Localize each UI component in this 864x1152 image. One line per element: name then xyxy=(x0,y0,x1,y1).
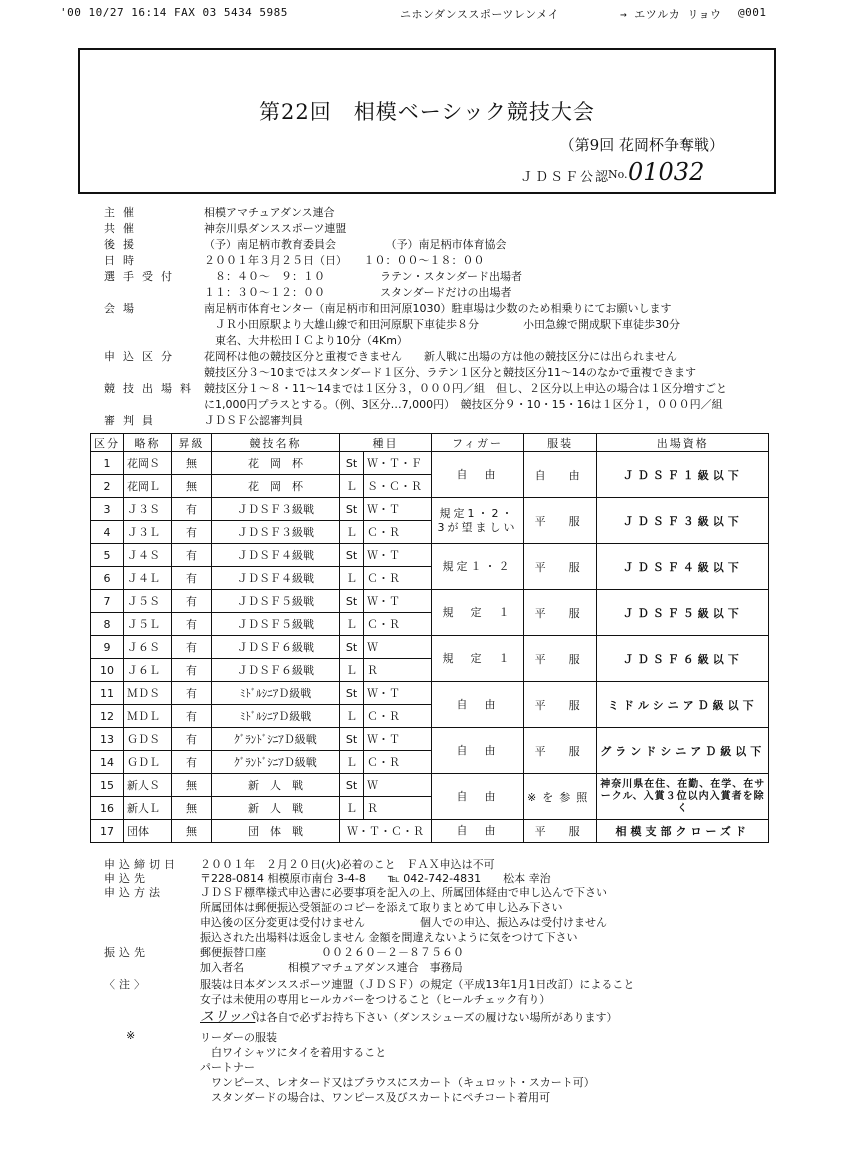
info-label: 日時 xyxy=(104,254,142,267)
row-abbr: Ｊ３Ｓ xyxy=(124,498,172,521)
row-dance-type: Ｌ xyxy=(340,475,364,498)
info-text: ８：４０～ ９：１０ ラテン・スタンダード出場者 xyxy=(204,270,523,283)
title-box xyxy=(78,48,776,194)
note-text: 加入者名 相模アマチュアダンス連合 事務局 xyxy=(200,961,463,974)
row-event-name: ＪＤＳＦ６級戦 xyxy=(212,659,340,682)
table-row xyxy=(91,728,769,751)
table-row xyxy=(91,820,769,843)
row-dances: Ｗ xyxy=(364,636,432,659)
header-figure: フィガー xyxy=(432,434,524,452)
info-label: 申込区分 xyxy=(104,350,180,363)
row-abbr: 新人Ｓ xyxy=(124,774,172,797)
fax-datetime: '00 10/27 16:14 FAX 03 5434 5985 xyxy=(60,6,288,19)
info-text: 花岡杯は他の競技区分と重複できません 新人戦に出場の方は他の競技区分には出られません xyxy=(204,350,677,363)
row-promotion: 有 xyxy=(172,751,212,774)
row-promotion: 有 xyxy=(172,636,212,659)
header-dress: 服装 xyxy=(524,434,597,452)
row-promotion: 有 xyxy=(172,498,212,521)
row-promotion: 無 xyxy=(172,452,212,475)
header-category: 区分 xyxy=(91,434,124,452)
row-promotion: 無 xyxy=(172,475,212,498)
row-qualification: ＪＤＳＦ３級以下 xyxy=(597,498,769,544)
row-abbr: Ｊ５Ｓ xyxy=(124,590,172,613)
approval-number: 01032 xyxy=(628,158,705,186)
row-figure: 自 由 xyxy=(432,820,524,843)
row-dress: 平 服 xyxy=(524,544,597,590)
row-dance-type: Ｌ xyxy=(340,613,364,636)
row-dance-type: Ｌ xyxy=(340,521,364,544)
row-dances: Ｗ・Ｔ xyxy=(364,498,432,521)
row-promotion: 無 xyxy=(172,774,212,797)
info-label: 審判員 xyxy=(104,414,161,427)
info-label: 後援 xyxy=(104,238,142,251)
table-row xyxy=(91,682,769,705)
row-number: 4 xyxy=(91,521,124,544)
row-dress: 平 服 xyxy=(524,636,597,682)
note-text: リーダーの服装 xyxy=(200,1031,277,1044)
table-row xyxy=(91,452,769,475)
row-dances: Ｃ・Ｒ xyxy=(364,705,432,728)
row-dances: Ｗ・Ｔ xyxy=(364,590,432,613)
row-event-name: 新 人 戦 xyxy=(212,797,340,820)
note-label: 申込締切日 xyxy=(104,858,179,871)
note-text xyxy=(200,1006,617,1026)
note-text: 振込された出場料は返金しません 金額を間違えないように気をつけて下さい xyxy=(200,931,578,944)
row-number: 1 xyxy=(91,452,124,475)
row-dress: 自 由 xyxy=(524,452,597,498)
row-promotion: 有 xyxy=(172,521,212,544)
info-text: （予）南足柄市教育委員会 （予）南足柄市体育協会 xyxy=(204,238,507,251)
row-event-name: ＪＤＳＦ６級戦 xyxy=(212,636,340,659)
row-qualification: ミドルシニアＤ級以下 xyxy=(597,682,769,728)
info-label: 主催 xyxy=(104,206,142,219)
row-event-name: 花 岡 杯 xyxy=(212,452,340,475)
note-label: 振込先 xyxy=(104,946,149,959)
row-figure: 規定１・２ xyxy=(432,544,524,590)
row-event-name: 新 人 戦 xyxy=(212,774,340,797)
row-dances: Ｗ・Ｔ・Ｃ・Ｒ xyxy=(340,820,432,843)
row-dances: Ｗ・Ｔ xyxy=(364,728,432,751)
row-dances: Ｒ xyxy=(364,797,432,820)
row-promotion: 有 xyxy=(172,544,212,567)
header-qualification: 出場資格 xyxy=(597,434,769,452)
header-abbr: 略称 xyxy=(124,434,172,452)
info-text: 競技区分３～10まではスタンダード１区分、ラテン１区分と競技区分11～14のなかで重複できます xyxy=(204,366,696,379)
row-dances: Ｗ・Ｔ・Ｆ xyxy=(364,452,432,475)
row-dances: Ｃ・Ｒ xyxy=(364,751,432,774)
table-row xyxy=(91,636,769,659)
note-text: 女子は未使用の専用ヒールカバーをつけること（ヒールチェック有り） xyxy=(200,993,551,1006)
row-dance-type: Ｌ xyxy=(340,567,364,590)
row-number: 14 xyxy=(91,751,124,774)
row-dress: 平 服 xyxy=(524,820,597,843)
row-event-name: 花 岡 杯 xyxy=(212,475,340,498)
row-dances: Ｗ・Ｔ xyxy=(364,682,432,705)
row-event-name: ﾐﾄﾞﾙｼﾆｱＤ級戦 xyxy=(212,682,340,705)
info-text: 神奈川県ダンススポーツ連盟 xyxy=(204,222,347,235)
row-dances: Ｃ・Ｒ xyxy=(364,613,432,636)
row-figure: 規定1・2・3が望ましい xyxy=(432,498,524,544)
row-promotion: 有 xyxy=(172,659,212,682)
row-qualification: ＪＤＳＦ１級以下 xyxy=(597,452,769,498)
note-text: 郵便振替口座 ００２６０－２－８７５６０ xyxy=(200,946,464,959)
row-dress: 平 服 xyxy=(524,728,597,774)
info-label: 会場 xyxy=(104,302,142,315)
row-figure: 規 定 １ xyxy=(432,590,524,636)
row-abbr: Ｊ４Ｌ xyxy=(124,567,172,590)
row-dress: 平 服 xyxy=(524,682,597,728)
row-abbr: Ｊ６Ｓ xyxy=(124,636,172,659)
row-dances: Ｒ xyxy=(364,659,432,682)
fax-header xyxy=(60,6,850,22)
row-qualification: ＪＤＳＦ５級以下 xyxy=(597,590,769,636)
row-dance-type: St xyxy=(340,636,364,659)
note-label: 申込先 xyxy=(104,872,149,885)
row-dance-type: St xyxy=(340,452,364,475)
row-dance-type: St xyxy=(340,498,364,521)
row-event-name: ｸﾞﾗﾝﾄﾞｼﾆｱＤ級戦 xyxy=(212,751,340,774)
info-text: ＪＲ小田原駅より大雄山線で和田河原駅下車徒歩８分 小田急線で開成駅下車徒歩30分 xyxy=(204,318,680,331)
info-label: 共催 xyxy=(104,222,142,235)
row-number: 3 xyxy=(91,498,124,521)
row-abbr: ＧＤＳ xyxy=(124,728,172,751)
row-promotion: 有 xyxy=(172,567,212,590)
fax-receiver: → エツルカ リョウ xyxy=(620,8,722,21)
note-text: ＪＤＳＦ標準様式申込書に必要事項を記入の上、所属団体経由で申し込んで下さい xyxy=(200,886,607,899)
row-figure: 自 由 xyxy=(432,682,524,728)
row-promotion: 有 xyxy=(172,705,212,728)
approval-no-label: No. xyxy=(608,168,628,181)
row-figure: 自 由 xyxy=(432,728,524,774)
note-emphasis: スリッパ xyxy=(200,1009,256,1025)
row-figure: 自 由 xyxy=(432,452,524,498)
table-row xyxy=(91,774,769,797)
competition-table xyxy=(90,433,769,843)
row-qualification: 神奈川県在住、在勤、在学、在サークル、入賞３位以内入賞者を除く xyxy=(597,774,769,820)
info-text: １１：３０～１２：００ スタンダードだけの出場者 xyxy=(204,286,512,299)
row-qualification: ＪＤＳＦ６級以下 xyxy=(597,636,769,682)
note-text: 〒228-0814 相模原市南台 3-4-8 ℡ 042-742-4831 松本 幸治 xyxy=(200,872,551,885)
row-dances: Ｗ・Ｔ xyxy=(364,544,432,567)
row-event-name: ＪＤＳＦ５級戦 xyxy=(212,590,340,613)
row-event-name: 団 体 戦 xyxy=(212,820,340,843)
note-text: ワンピース、レオタード又はブラウスにスカート（キュロット・スカート可） xyxy=(200,1076,595,1089)
row-dance-type: Ｌ xyxy=(340,705,364,728)
fax-sender: ニホンダンススポーツレンメイ xyxy=(400,8,560,21)
header-event-name: 競技名称 xyxy=(212,434,340,452)
header-dances: 種目 xyxy=(340,434,432,452)
row-abbr: 新人Ｌ xyxy=(124,797,172,820)
row-dances: Ｃ・Ｒ xyxy=(364,521,432,544)
note-label: ※ xyxy=(126,1029,140,1042)
row-number: 13 xyxy=(91,728,124,751)
row-dance-type: St xyxy=(340,728,364,751)
row-abbr: ＭＤＬ xyxy=(124,705,172,728)
row-dance-type: St xyxy=(340,544,364,567)
row-dress: ※を参照 xyxy=(524,774,597,820)
row-promotion: 有 xyxy=(172,590,212,613)
note-text: 申込後の区分変更は受付けません 個人での申込、振込みは受付けません xyxy=(200,916,607,929)
row-promotion: 無 xyxy=(172,797,212,820)
row-dances: Ｃ・Ｒ xyxy=(364,567,432,590)
row-figure: 規 定 １ xyxy=(432,636,524,682)
row-event-name: ﾐﾄﾞﾙｼﾆｱＤ級戦 xyxy=(212,705,340,728)
info-text: ＪＤＳＦ公認審判員 xyxy=(204,414,303,427)
table-row xyxy=(91,590,769,613)
event-subtitle: （第9回 花岡杯争奪戦） xyxy=(559,136,724,154)
note-text-rest: は各自で必ずお持ち下さい（ダンスシューズの履けない場所があります） xyxy=(255,1011,618,1024)
row-dance-type: St xyxy=(340,774,364,797)
row-event-name: ＪＤＳＦ３級戦 xyxy=(212,498,340,521)
row-number: 16 xyxy=(91,797,124,820)
event-title: 第22回 相模ベーシック競技大会 xyxy=(259,100,595,124)
fax-page: @001 xyxy=(738,6,767,19)
row-qualification: ＪＤＳＦ４級以下 xyxy=(597,544,769,590)
row-qualification: 相模支部クローズド xyxy=(597,820,769,843)
row-dances: Ｓ・Ｃ・Ｒ xyxy=(364,475,432,498)
row-promotion: 有 xyxy=(172,613,212,636)
row-event-name: ＪＤＳＦ４級戦 xyxy=(212,567,340,590)
row-abbr: Ｊ５Ｌ xyxy=(124,613,172,636)
row-abbr: ＭＤＳ xyxy=(124,682,172,705)
row-event-name: ＪＤＳＦ５級戦 xyxy=(212,613,340,636)
note-text: 白ワイシャツにタイを着用すること xyxy=(200,1046,387,1059)
row-dress: 平 服 xyxy=(524,590,597,636)
row-abbr: ＧＤＬ xyxy=(124,751,172,774)
row-dance-type: Ｌ xyxy=(340,751,364,774)
row-dress: 平 服 xyxy=(524,498,597,544)
row-abbr: 花岡Ｌ xyxy=(124,475,172,498)
row-promotion: 有 xyxy=(172,682,212,705)
row-number: 6 xyxy=(91,567,124,590)
table-row xyxy=(91,544,769,567)
row-event-name: ＪＤＳＦ４級戦 xyxy=(212,544,340,567)
approval-label: ＪＤＳＦ公認 xyxy=(520,170,611,185)
info-text: 東名、大井松田ＩＣより10分（4Km） xyxy=(204,334,408,347)
row-dance-type: St xyxy=(340,590,364,613)
row-number: 12 xyxy=(91,705,124,728)
row-number: 10 xyxy=(91,659,124,682)
info-label: 選手受付 xyxy=(104,270,180,283)
info-text: ２００１年３月２５日（日） １０：００～１８：００ xyxy=(204,254,485,267)
row-dance-type: Ｌ xyxy=(340,659,364,682)
row-abbr: Ｊ３Ｌ xyxy=(124,521,172,544)
row-dance-type: Ｌ xyxy=(340,797,364,820)
row-dance-type: St xyxy=(340,682,364,705)
row-number: 2 xyxy=(91,475,124,498)
row-number: 11 xyxy=(91,682,124,705)
header-promotion: 昇級 xyxy=(172,434,212,452)
info-text: 競技区分１～８・11～14までは１区分３，０００円／組 但し、２区分以上申込の場合は１区分増すごと xyxy=(204,382,727,395)
note-label: 申込方法 xyxy=(104,886,164,899)
row-abbr: Ｊ４Ｓ xyxy=(124,544,172,567)
row-promotion: 有 xyxy=(172,728,212,751)
note-text: 服装は日本ダンススポーツ連盟（ＪＤＳＦ）の規定（平成13年1月1日改訂）によること xyxy=(200,978,635,991)
row-number: 7 xyxy=(91,590,124,613)
row-qualification: グランドシニアＤ級以下 xyxy=(597,728,769,774)
note-text: スタンダードの場合は、ワンピース及びスカートにペチコート着用可 xyxy=(200,1091,551,1104)
row-event-name: ｸﾞﾗﾝﾄﾞｼﾆｱＤ級戦 xyxy=(212,728,340,751)
row-abbr: 花岡Ｓ xyxy=(124,452,172,475)
row-number: 15 xyxy=(91,774,124,797)
row-abbr: Ｊ６Ｌ xyxy=(124,659,172,682)
row-number: 5 xyxy=(91,544,124,567)
note-text: ２００１年 ２月２０日(火)必着のこと ＦＡＸ申込は不可 xyxy=(200,858,495,871)
row-number: 9 xyxy=(91,636,124,659)
row-number: 8 xyxy=(91,613,124,636)
row-figure: 自 由 xyxy=(432,774,524,820)
note-text: 所属団体は郵便振込受領証のコピーを添えて取りまとめて申し込み下さい xyxy=(200,901,563,914)
info-text: 南足柄市体育センター（南足柄市和田河原1030）駐車場は少数のため相乗りにてお願いします xyxy=(204,302,672,315)
row-promotion: 無 xyxy=(172,820,212,843)
note-text: パートナー xyxy=(200,1061,255,1074)
row-number: 17 xyxy=(91,820,124,843)
note-label: 〈注〉 xyxy=(104,978,149,991)
info-text: 相模アマチュアダンス連合 xyxy=(204,206,335,219)
info-label: 競技出場料 xyxy=(104,382,199,395)
row-abbr: 団体 xyxy=(124,820,172,843)
table-row xyxy=(91,498,769,521)
row-event-name: ＪＤＳＦ３級戦 xyxy=(212,521,340,544)
row-dances: Ｗ xyxy=(364,774,432,797)
table-header-row xyxy=(91,434,769,452)
info-text: に1,000円プラスとする。（例、3区分…7,000円） 競技区分９・10・15・16は１区分１，０００円／組 xyxy=(204,398,723,411)
